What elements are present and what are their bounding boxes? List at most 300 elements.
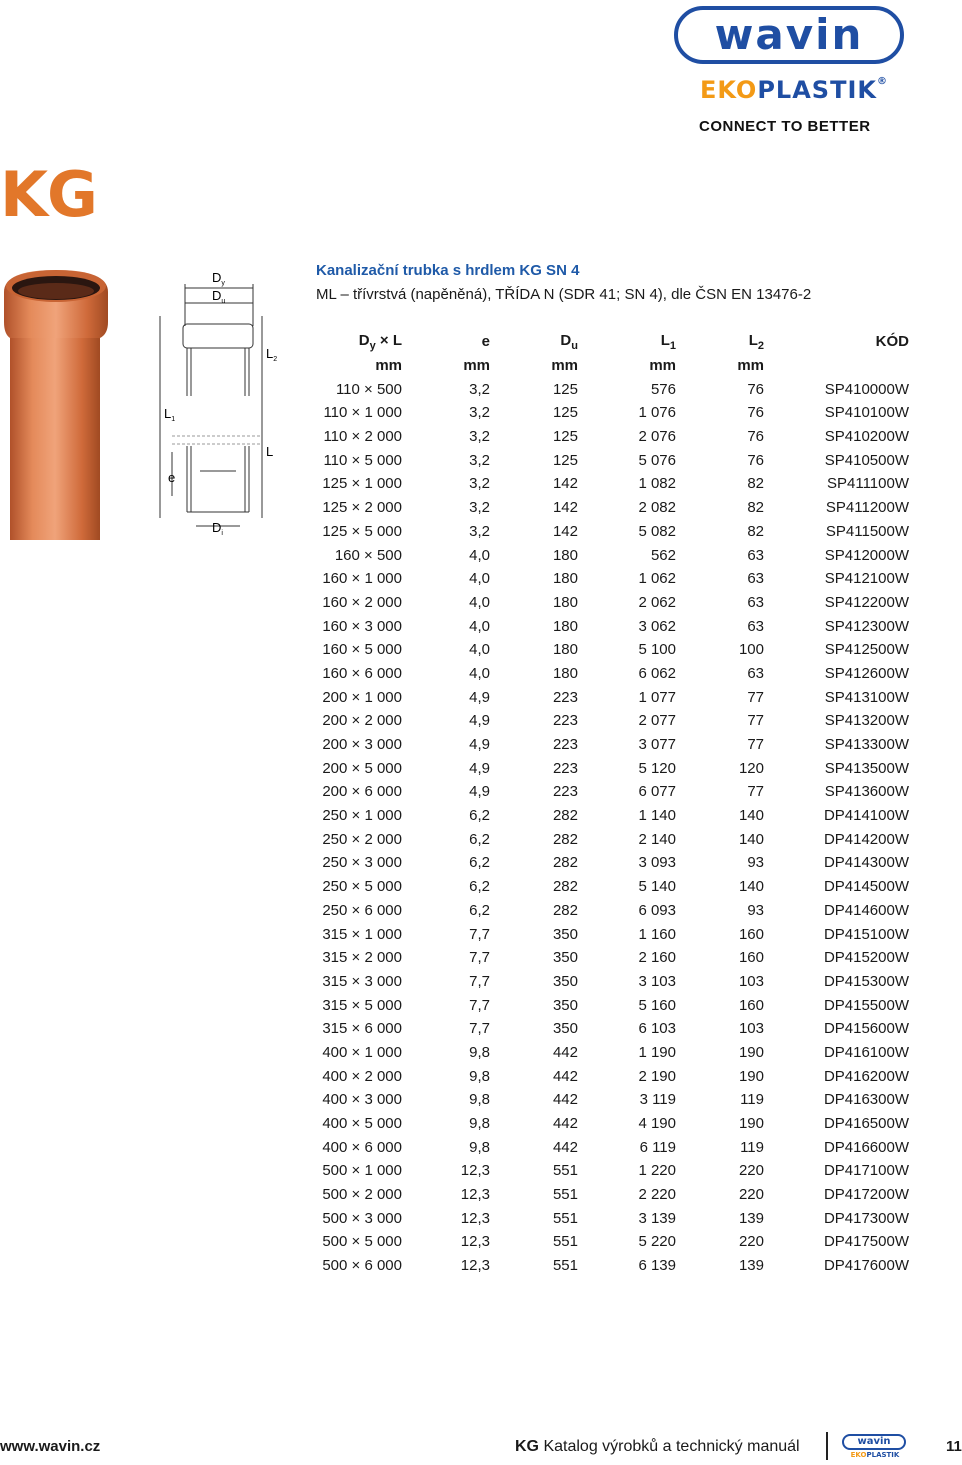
table-row — [314, 780, 909, 804]
table-cell: 315 × 3 000 — [322, 972, 402, 990]
table-cell: 223 — [552, 783, 578, 801]
table-cell: 551 — [552, 1209, 578, 1227]
table-cell: 4,0 — [469, 546, 490, 564]
table-cell: 3 077 — [638, 736, 676, 754]
table-cell: 190 — [738, 1067, 764, 1085]
table-cell: 12,3 — [460, 1233, 490, 1251]
table-cell: 2 062 — [638, 593, 676, 611]
table-cell: 5 120 — [638, 759, 676, 777]
table-cell: DP414500W — [823, 878, 909, 896]
table-cell: 110 × 2 000 — [323, 428, 402, 446]
table-row — [314, 1017, 909, 1041]
table-cell: 9,8 — [469, 1115, 490, 1133]
table-cell: 220 — [738, 1162, 764, 1180]
table-cell: 3,2 — [469, 499, 490, 517]
table-cell: 6,2 — [469, 854, 490, 872]
table-cell: SP413100W — [824, 688, 909, 706]
table-cell: 500 × 3 000 — [322, 1209, 402, 1227]
table-row — [314, 1064, 909, 1088]
table-cell: 103 — [738, 972, 764, 990]
table-cell: 6 139 — [638, 1257, 676, 1275]
table-row — [314, 827, 909, 851]
table-cell: 180 — [552, 570, 578, 588]
table-cell: 9,8 — [469, 1138, 490, 1156]
table-row — [314, 1206, 909, 1230]
table-cell: SP413600W — [824, 783, 909, 801]
table-cell: 77 — [747, 736, 764, 754]
table-cell: 315 × 1 000 — [322, 925, 402, 943]
table-cell: 3,2 — [469, 428, 490, 446]
table-cell: 5 082 — [638, 522, 676, 540]
table-cell: 4,0 — [469, 570, 490, 588]
wavin-ekoplastik-logo — [674, 6, 908, 136]
table-cell: 3 062 — [638, 617, 676, 635]
table-cell: 1 082 — [638, 475, 676, 493]
table-cell: DP417200W — [823, 1186, 909, 1204]
table-cell: 160 — [738, 925, 764, 943]
table-cell: 223 — [552, 759, 578, 777]
page-number: 11 — [946, 1438, 962, 1455]
column-header: $L_2$ — [748, 331, 764, 352]
table-cell: 180 — [552, 617, 578, 635]
table-cell: 12,3 — [460, 1186, 490, 1204]
table-cell: 3,2 — [469, 522, 490, 540]
table-cell: 500 × 6 000 — [322, 1257, 402, 1275]
table-cell: 250 × 6 000 — [322, 901, 402, 919]
table-cell: 200 × 1 000 — [322, 688, 402, 706]
table-cell: DP414600W — [823, 901, 909, 919]
table-cell: 180 — [552, 641, 578, 659]
table-cell: DP417500W — [823, 1233, 909, 1251]
table-cell: 6,2 — [469, 807, 490, 825]
table-row — [314, 614, 909, 638]
table-row — [314, 1254, 909, 1278]
table-cell: SP412200W — [824, 593, 909, 611]
column-header: $D_y \times L$ — [358, 331, 402, 352]
table-cell: 315 × 6 000 — [322, 1020, 402, 1038]
table-cell: SP410200W — [824, 428, 909, 446]
table-row — [314, 591, 909, 615]
table-cell: DP417100W — [823, 1162, 909, 1180]
table-cell: 250 × 2 000 — [322, 830, 402, 848]
table-row — [314, 993, 909, 1017]
table-cell: 551 — [552, 1233, 578, 1251]
table-row — [314, 448, 909, 472]
column-unit — [764, 354, 909, 378]
table-cell: 1 220 — [638, 1162, 676, 1180]
table-cell: 125 — [552, 404, 578, 422]
table-cell: 200 × 2 000 — [322, 712, 402, 730]
table-cell: SP413500W — [824, 759, 909, 777]
table-cell: SP413200W — [824, 712, 909, 730]
table-cell: 7,7 — [469, 972, 490, 990]
table-cell: 2 160 — [638, 949, 676, 967]
table-cell: 500 × 2 000 — [322, 1186, 402, 1204]
table-row — [314, 567, 909, 591]
table-cell: 3,2 — [469, 475, 490, 493]
table-cell: 63 — [747, 570, 764, 588]
table-cell: 6 103 — [638, 1020, 676, 1038]
table-cell: 2 220 — [638, 1186, 676, 1204]
table-cell: 103 — [738, 1020, 764, 1038]
table-cell: 125 — [552, 451, 578, 469]
table-row — [314, 472, 909, 496]
table-cell: 140 — [738, 830, 764, 848]
table-cell: 4,9 — [469, 688, 490, 706]
table-cell: DP416500W — [823, 1115, 909, 1133]
table-cell: 1 077 — [638, 688, 676, 706]
table-cell: 93 — [747, 901, 764, 919]
table-row — [314, 1159, 909, 1183]
table-cell: 315 × 2 000 — [322, 949, 402, 967]
table-cell: 110 × 1 000 — [323, 404, 402, 422]
table-cell: 63 — [747, 593, 764, 611]
column-unit: mm — [551, 357, 578, 375]
table-cell: 6 093 — [638, 901, 676, 919]
table-cell: 400 × 3 000 — [322, 1091, 402, 1109]
table-cell: DP415100W — [823, 925, 909, 943]
table-cell: 6,2 — [469, 878, 490, 896]
table-row — [314, 875, 909, 899]
label-l: L — [266, 444, 274, 459]
table-cell: DP416100W — [823, 1043, 909, 1061]
table-cell: 7,7 — [469, 1020, 490, 1038]
table-cell: DP415600W — [823, 1020, 909, 1038]
table-row — [314, 922, 909, 946]
table-cell: 110 × 500 — [335, 380, 402, 398]
table-cell: SP413300W — [824, 736, 909, 754]
table-units-row — [314, 354, 909, 378]
table-row — [314, 970, 909, 994]
table-cell: 200 × 5 000 — [322, 759, 402, 777]
table-cell: 125 — [552, 380, 578, 398]
table-cell: 93 — [747, 854, 764, 872]
table-row — [314, 662, 909, 686]
table-row — [314, 1041, 909, 1065]
table-cell: 180 — [552, 593, 578, 611]
table-cell: DP415200W — [823, 949, 909, 967]
table-cell: 3 139 — [638, 1209, 676, 1227]
footer-divider — [826, 1432, 828, 1460]
table-body — [314, 377, 909, 1277]
table-cell: DP417300W — [823, 1209, 909, 1227]
table-row — [314, 1183, 909, 1207]
table-cell: 63 — [747, 664, 764, 682]
table-cell: 160 × 500 — [334, 546, 402, 564]
table-cell: 4,0 — [469, 641, 490, 659]
table-cell: 282 — [552, 830, 578, 848]
table-cell: 1 160 — [638, 925, 676, 943]
table-cell: 500 × 1 000 — [322, 1162, 402, 1180]
table-cell: 4,9 — [469, 759, 490, 777]
table-cell: 63 — [747, 617, 764, 635]
table-cell: 5 140 — [638, 878, 676, 896]
table-cell: 12,3 — [460, 1162, 490, 1180]
table-cell: 1 062 — [638, 570, 676, 588]
table-cell: 120 — [738, 759, 764, 777]
table-cell: 82 — [747, 522, 764, 540]
section-title: KG — [0, 158, 97, 231]
table-cell: 190 — [738, 1043, 764, 1061]
label-dy: $D_y$ — [212, 270, 225, 287]
table-cell: 350 — [552, 972, 578, 990]
wavin-wordmark: wavin — [714, 10, 864, 59]
footer-url[interactable]: www.wavin.cz — [0, 1438, 101, 1455]
table-cell: SP411500W — [825, 522, 909, 540]
table-cell: 3 093 — [638, 854, 676, 872]
table-cell: 4,0 — [469, 617, 490, 635]
table-cell: SP412300W — [824, 617, 909, 635]
table-row — [314, 1088, 909, 1112]
table-cell: 282 — [552, 807, 578, 825]
table-cell: 12,3 — [460, 1257, 490, 1275]
table-row — [314, 425, 909, 449]
table-cell: 2 077 — [638, 712, 676, 730]
table-cell: 139 — [738, 1209, 764, 1227]
table-cell: 442 — [552, 1115, 578, 1133]
table-row — [314, 1230, 909, 1254]
table-cell: DP414300W — [823, 854, 909, 872]
column-unit: mm — [463, 357, 490, 375]
table-cell: 442 — [552, 1043, 578, 1061]
table-cell: 5 076 — [638, 451, 676, 469]
table-row — [314, 685, 909, 709]
table-cell: 7,7 — [469, 996, 490, 1014]
table-cell: 160 × 5 000 — [322, 641, 402, 659]
table-cell: 350 — [552, 1020, 578, 1038]
table-cell: 315 × 5 000 — [322, 996, 402, 1014]
table-cell: 9,8 — [469, 1043, 490, 1061]
table-cell: DP417600W — [823, 1257, 909, 1275]
table-cell: 442 — [552, 1067, 578, 1085]
table-cell: 223 — [552, 688, 578, 706]
table-row — [314, 804, 909, 828]
table-cell: 4,0 — [469, 593, 490, 611]
table-cell: 110 × 5 000 — [323, 451, 402, 469]
table-cell: 4 190 — [638, 1115, 676, 1133]
table-cell: 140 — [738, 878, 764, 896]
table-cell: 282 — [552, 854, 578, 872]
table-cell: 77 — [747, 688, 764, 706]
label-e: e — [168, 470, 176, 485]
table-cell: 1 076 — [638, 404, 676, 422]
table-cell: 282 — [552, 901, 578, 919]
label-du: $D_u$ — [212, 288, 226, 305]
footer-logo: wavin EKOPLASTIK — [842, 1434, 908, 1462]
table-cell: 220 — [738, 1186, 764, 1204]
table-cell: 400 × 2 000 — [322, 1067, 402, 1085]
table-cell: 63 — [747, 546, 764, 564]
table-cell: 400 × 5 000 — [322, 1115, 402, 1133]
table-row — [314, 1112, 909, 1136]
table-cell: 160 × 6 000 — [322, 664, 402, 682]
table-cell: 77 — [747, 783, 764, 801]
table-row — [314, 733, 909, 757]
table-cell: DP415500W — [823, 996, 909, 1014]
table-cell: 3 103 — [638, 972, 676, 990]
table-cell: 350 — [552, 949, 578, 967]
column-header: $L_1$ — [660, 331, 676, 352]
column-header: KÓD — [875, 333, 909, 351]
table-cell: 6 077 — [638, 783, 676, 801]
table-cell: 350 — [552, 996, 578, 1014]
table-cell: 5 100 — [638, 641, 676, 659]
table-cell: 76 — [747, 428, 764, 446]
pipe-photo — [0, 262, 120, 542]
table-cell: DP416200W — [823, 1067, 909, 1085]
table-cell: 82 — [747, 475, 764, 493]
table-cell: 551 — [552, 1186, 578, 1204]
table-cell: 180 — [552, 664, 578, 682]
column-unit: mm — [375, 357, 402, 375]
table-cell: DP416300W — [823, 1091, 909, 1109]
table-cell: 7,7 — [469, 925, 490, 943]
label-l1: $L_1$ — [164, 406, 176, 423]
table-cell: 160 — [738, 996, 764, 1014]
table-cell: 125 × 1 000 — [322, 475, 402, 493]
table-cell: 139 — [738, 1257, 764, 1275]
table-cell: 142 — [552, 499, 578, 517]
table-cell: 9,8 — [469, 1091, 490, 1109]
table-cell: 3 119 — [639, 1091, 676, 1109]
table-cell: 1 190 — [638, 1043, 676, 1061]
table-cell: 142 — [552, 475, 578, 493]
table-cell: DP414200W — [823, 830, 909, 848]
table-cell: 282 — [552, 878, 578, 896]
table-cell: 442 — [552, 1138, 578, 1156]
table-cell: 190 — [738, 1115, 764, 1133]
table-cell: SP412600W — [824, 664, 909, 682]
table-row — [314, 756, 909, 780]
product-table — [314, 330, 909, 1278]
table-cell: 180 — [552, 546, 578, 564]
table-cell: 6 062 — [638, 664, 676, 682]
table-cell: 223 — [552, 736, 578, 754]
table-cell: 3,2 — [469, 404, 490, 422]
table-row — [314, 851, 909, 875]
table-cell: 12,3 — [460, 1209, 490, 1227]
table-cell: 5 160 — [638, 996, 676, 1014]
table-cell: 200 × 3 000 — [322, 736, 402, 754]
table-cell: 7,7 — [469, 949, 490, 967]
table-cell: 500 × 5 000 — [322, 1233, 402, 1251]
table-cell: 220 — [738, 1233, 764, 1251]
table-cell: 76 — [747, 451, 764, 469]
column-unit: mm — [649, 357, 676, 375]
table-cell: 400 × 1 000 — [322, 1043, 402, 1061]
table-cell: 100 — [738, 641, 764, 659]
table-cell: 125 × 2 000 — [322, 499, 402, 517]
table-row — [314, 377, 909, 401]
table-cell: 223 — [552, 712, 578, 730]
table-row — [314, 709, 909, 733]
table-cell: 160 × 1 000 — [322, 570, 402, 588]
table-cell: 160 × 2 000 — [322, 593, 402, 611]
table-cell: 250 × 3 000 — [322, 854, 402, 872]
table-cell: 350 — [552, 925, 578, 943]
table-cell: SP412000W — [824, 546, 909, 564]
table-header-row — [314, 330, 909, 354]
dimension-diagram — [160, 266, 290, 538]
table-cell: 160 — [738, 949, 764, 967]
table-cell: 551 — [552, 1162, 578, 1180]
table-cell: DP414100W — [823, 807, 909, 825]
table-cell: 77 — [747, 712, 764, 730]
table-cell: 576 — [650, 380, 676, 398]
table-cell: DP415300W — [823, 972, 909, 990]
table-cell: 250 × 1 000 — [322, 807, 402, 825]
footer-catalog-title: KG Katalog výrobků a technický manuál — [515, 1438, 800, 1455]
table-cell: 76 — [747, 404, 764, 422]
table-cell: 125 — [552, 428, 578, 446]
table-cell: SP410000W — [824, 380, 909, 398]
table-cell: 6,2 — [469, 830, 490, 848]
table-cell: 4,9 — [469, 736, 490, 754]
table-row — [314, 946, 909, 970]
table-cell: 6 119 — [639, 1138, 676, 1156]
table-row — [314, 496, 909, 520]
table-cell: 2 076 — [638, 428, 676, 446]
table-row — [314, 543, 909, 567]
table-cell: SP411100W — [827, 475, 909, 493]
table-row — [314, 899, 909, 923]
table-cell: 160 × 3 000 — [322, 617, 402, 635]
table-cell: 4,9 — [469, 712, 490, 730]
table-cell: SP410100W — [824, 404, 909, 422]
label-di: $D_i$ — [212, 520, 223, 537]
table-cell: 400 × 6 000 — [322, 1138, 402, 1156]
table-cell: SP410500W — [824, 451, 909, 469]
table-cell: 2 140 — [638, 830, 676, 848]
logo-tagline: CONNECT TO BETTER — [699, 118, 871, 135]
table-cell: 551 — [552, 1257, 578, 1275]
table-row — [314, 638, 909, 662]
table-cell: 250 × 5 000 — [322, 878, 402, 896]
page-footer — [0, 1432, 960, 1462]
table-cell: 119 — [740, 1138, 764, 1156]
column-header: e — [481, 333, 490, 351]
table-cell: DP416600W — [823, 1138, 909, 1156]
product-subheading: ML – třívrstvá (napěněná), TŘÍDA N (SDR 41; SN 4), dle ČSN EN 13476-2 — [316, 286, 812, 303]
table-cell: SP412100W — [824, 570, 909, 588]
column-unit: mm — [737, 357, 764, 375]
table-cell: SP411200W — [825, 499, 909, 517]
wavin-badge — [674, 6, 904, 64]
table-cell: 2 190 — [638, 1067, 676, 1085]
table-cell: 3,2 — [469, 380, 490, 398]
table-cell: 3,2 — [469, 451, 490, 469]
table-cell: 4,9 — [469, 783, 490, 801]
table-cell: 200 × 6 000 — [322, 783, 402, 801]
table-row — [314, 520, 909, 544]
table-cell: SP412500W — [824, 641, 909, 659]
table-cell: 5 220 — [638, 1233, 676, 1251]
table-cell: 562 — [650, 546, 676, 564]
table-cell: 1 140 — [638, 807, 676, 825]
table-cell: 6,2 — [469, 901, 490, 919]
table-cell: 142 — [552, 522, 578, 540]
table-cell: 119 — [740, 1091, 764, 1109]
column-header: $D_u$ — [560, 331, 578, 352]
table-cell: 82 — [747, 499, 764, 517]
table-row — [314, 1135, 909, 1159]
table-cell: 4,0 — [469, 664, 490, 682]
ekoplastik-wordmark: EKOPLASTIK® — [700, 76, 888, 104]
label-l2: $L_2$ — [266, 346, 278, 363]
table-cell: 125 × 5 000 — [322, 522, 402, 540]
table-cell: 442 — [552, 1091, 578, 1109]
table-cell: 76 — [747, 380, 764, 398]
